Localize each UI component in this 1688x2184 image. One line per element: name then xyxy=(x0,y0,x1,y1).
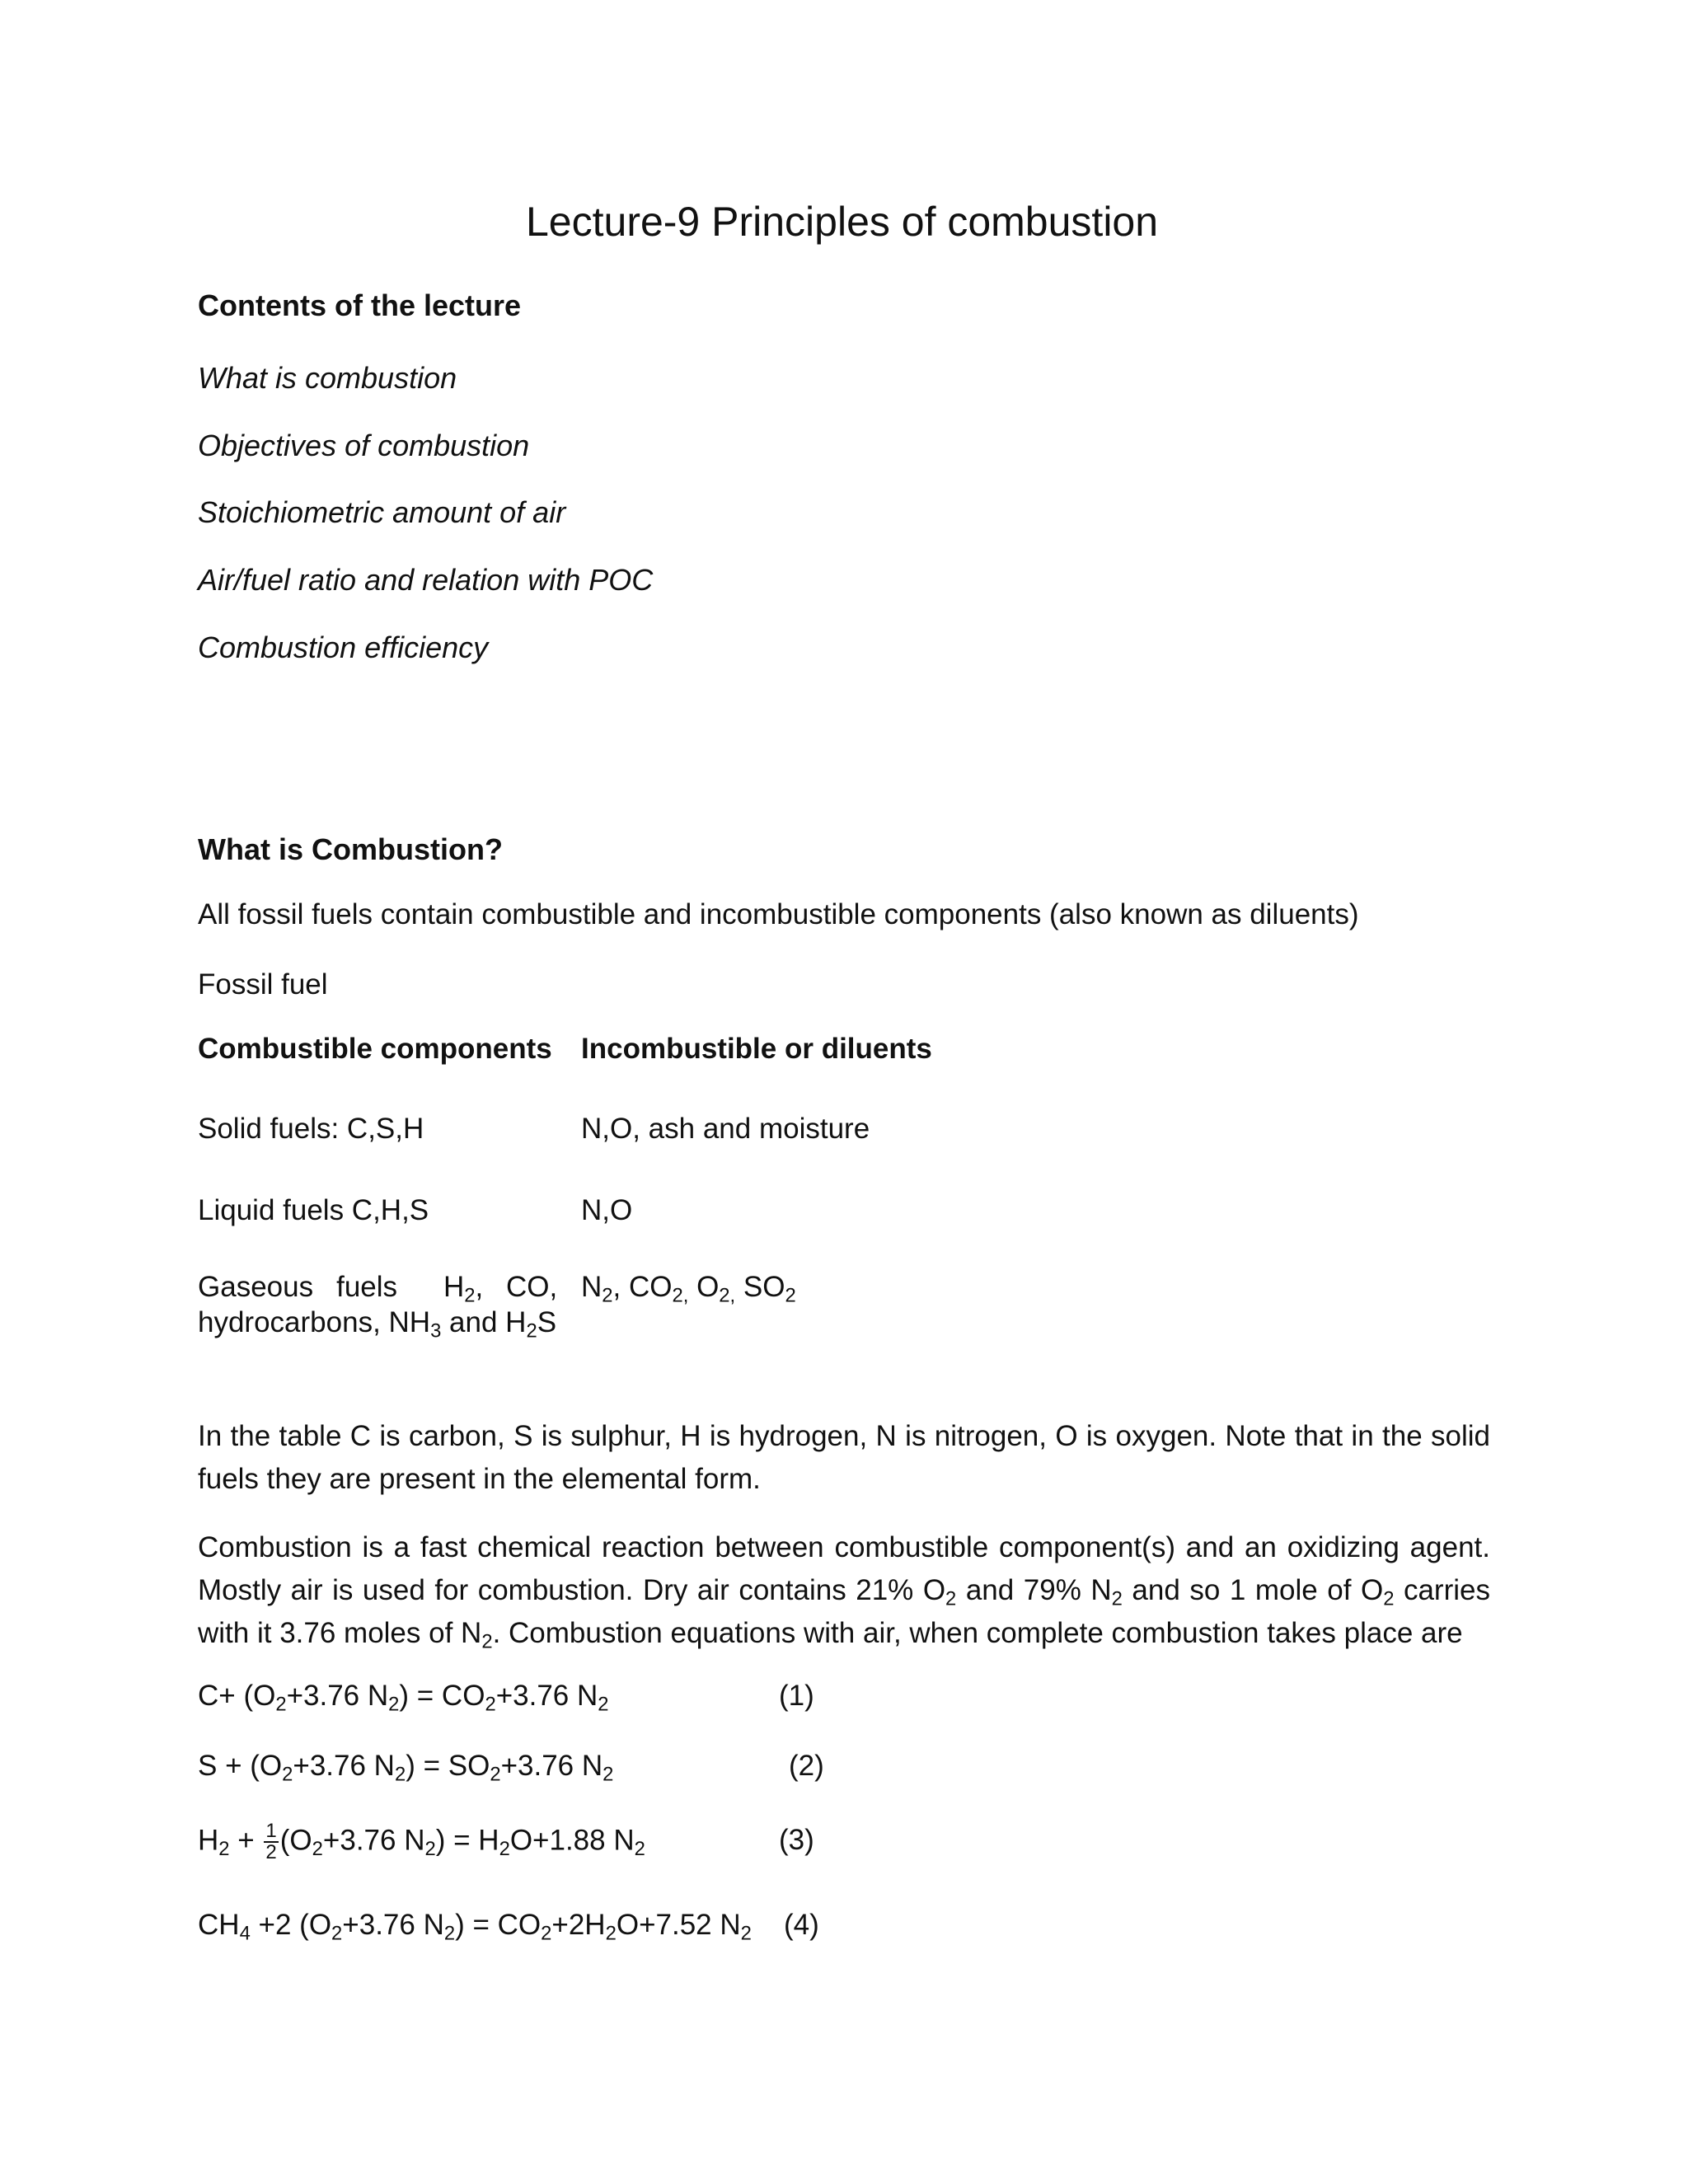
equation-3: $H_2$ + $\frac{1}{2}$ ($O_2+3.76$ $N_2) = H_2O+1.88$ $N_2$ xyxy=(198,1820,645,1863)
table-cell: N,O xyxy=(581,1194,633,1226)
contents-item: What is combustion xyxy=(198,361,457,395)
table-cell-gas-co: CO, xyxy=(506,1271,558,1303)
table-caption: Fossil fuel xyxy=(198,968,328,1001)
page-title: Lecture-9 Principles of combustion xyxy=(526,199,1159,245)
table-cell-gas-label: Gaseous fuels xyxy=(198,1271,398,1303)
table-cell: Solid fuels: C,S,H xyxy=(198,1113,424,1145)
contents-item: Air/fuel ratio and relation with POC xyxy=(198,563,654,597)
paragraph-combustion: Combustion is a fast chemical reaction between combustible component(s) and an oxidizing agent. Mostly air is used for combustion. Dry air contains 21% $O_2$ and 79% $N_2$ and so 1 mole of $O_2$ carries with it 3.76 moles of $N_2$. Combustion equations with air, when complete combustion takes place are xyxy=(198,1531,1490,1653)
table-header-incombustible: Incombustible or diluents xyxy=(581,1033,932,1065)
contents-item: Combustion efficiency xyxy=(198,630,489,664)
section-heading: What is Combustion? xyxy=(198,832,503,866)
table-cell-gas-line2: hydrocarbons, $NH_3$ and $H_2S$ xyxy=(198,1306,557,1343)
contents-item: Stoichiometric amount of air xyxy=(198,495,566,529)
table-cell: Liquid fuels C,H,S xyxy=(198,1194,429,1226)
contents-item: Objectives of combustion xyxy=(198,429,530,462)
equation-4: $CH_4 +2$ ($O_2+3.76$ $N_2) = CO_2+2H_2O+7.52$ $N_2$ xyxy=(198,1909,752,1945)
equation-number: (2) xyxy=(789,1750,824,1782)
table-header-combustible: Combustible components xyxy=(198,1033,552,1065)
table-cell-gas-h2: $H_2$, xyxy=(443,1271,484,1307)
table-cell-gas-diluents: $N_2$, $CO_{2,}$ $O_{2,}$ $SO_2$ xyxy=(581,1271,796,1307)
paragraph-definitions: In the table C is carbon, S is sulphur, H is hydrogen, N is nitrogen, O is oxygen. Note that in the solid fuels they are present in the elemental form. xyxy=(198,1420,1490,1495)
equation-number: (4) xyxy=(784,1909,819,1941)
fraction-half: $\frac{1}{2}$ xyxy=(265,1820,277,1863)
intro-text: All fossil fuels contain combustible and incombustible components (also known as diluents) xyxy=(198,898,1359,930)
equation-2: $S + (O_2+3.76$ $N_2) = SO_2+3.76$ $N_2$ xyxy=(198,1750,614,1786)
table-cell: N,O, ash and moisture xyxy=(581,1113,870,1145)
contents-heading: Contents of the lecture xyxy=(198,288,522,322)
equation-number: (1) xyxy=(779,1680,814,1712)
equation-1: $C+ (O_2+3.76$ $N_2) = CO_2+3.76$ $N_2$ xyxy=(198,1680,609,1716)
equation-number: (3) xyxy=(779,1824,814,1856)
